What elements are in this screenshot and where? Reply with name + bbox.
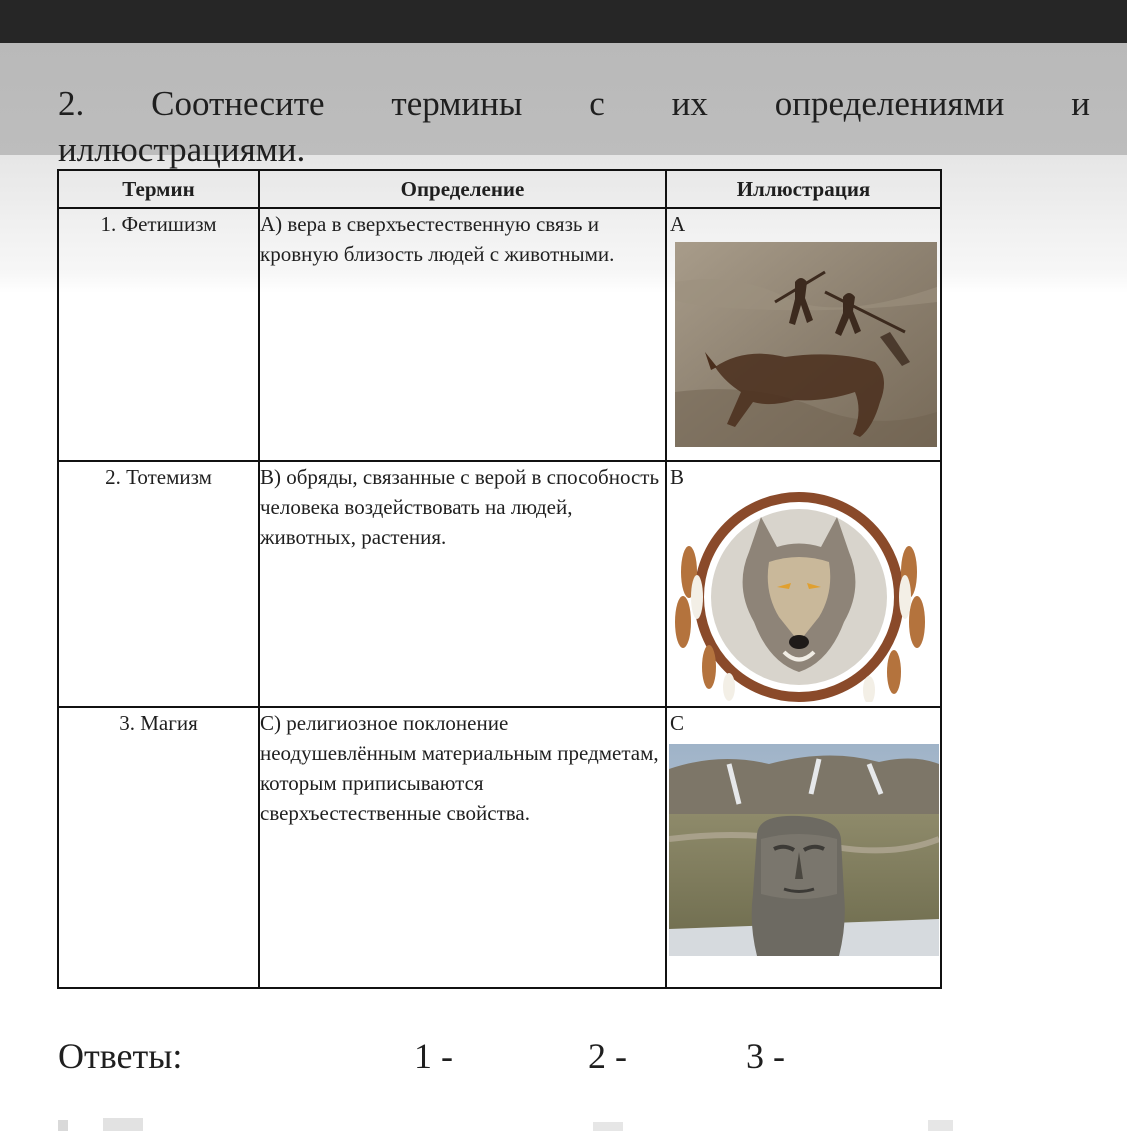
- stone-idol-image: [669, 744, 939, 956]
- answer-item: 3 -: [746, 1036, 785, 1076]
- definition-cell: С) религиозное поклонение неодушевлённым материальным предметам, которым приписываются сверхъестественные свойства.: [259, 707, 666, 988]
- header-term: Термин: [58, 170, 259, 208]
- matching-table: [57, 169, 942, 989]
- task-number: 2.: [58, 84, 85, 123]
- term-cell: [58, 461, 259, 707]
- top-bar: [0, 0, 1127, 43]
- answer-item: 1 -: [414, 1036, 453, 1076]
- term-cell: [58, 208, 259, 461]
- illustration-cell: [666, 707, 941, 988]
- term-text: 2. Тотемизм: [105, 465, 212, 489]
- illustration-letter: С: [670, 711, 685, 735]
- illustration-letter: В: [670, 465, 685, 489]
- illustration-cell: [666, 208, 941, 461]
- header-illustration: Иллюстрация: [666, 170, 941, 208]
- task-word: Соотнесите: [151, 84, 325, 123]
- task-word: определениями: [774, 84, 1005, 123]
- task-word: с: [589, 84, 605, 123]
- table-row: [58, 461, 941, 707]
- task-word: их: [671, 84, 708, 123]
- task-word: и: [1071, 84, 1090, 123]
- task-title-line1: [58, 82, 1090, 126]
- answers-label: Ответы:: [58, 1036, 183, 1076]
- definition-cell: А) вера в сверхъестественную связь и кровную близость людей с животными.: [259, 208, 666, 461]
- header-definition: Определение: [259, 170, 666, 208]
- answer-item: 2 -: [588, 1036, 627, 1076]
- cave-painting-image: [675, 242, 937, 447]
- cut-off-next-line: [58, 1118, 958, 1131]
- task-title-line2: иллюстрациями.: [58, 130, 306, 169]
- task-word: термины: [391, 84, 523, 123]
- table-header-row: [58, 170, 941, 208]
- term-text: 1. Фетишизм: [100, 212, 217, 236]
- illustration-letter: А: [670, 212, 686, 236]
- definition-cell: В) обряды, связанные с верой в способность человека воздействовать на людей, животных, растения.: [259, 461, 666, 707]
- table-row: [58, 707, 941, 988]
- answers-line: [58, 1034, 818, 1078]
- illustration-cell: [666, 461, 941, 707]
- term-text: 3. Магия: [119, 711, 198, 735]
- wolf-dreamcatcher-image: [669, 492, 939, 702]
- term-cell: [58, 707, 259, 988]
- table-row: [58, 208, 941, 461]
